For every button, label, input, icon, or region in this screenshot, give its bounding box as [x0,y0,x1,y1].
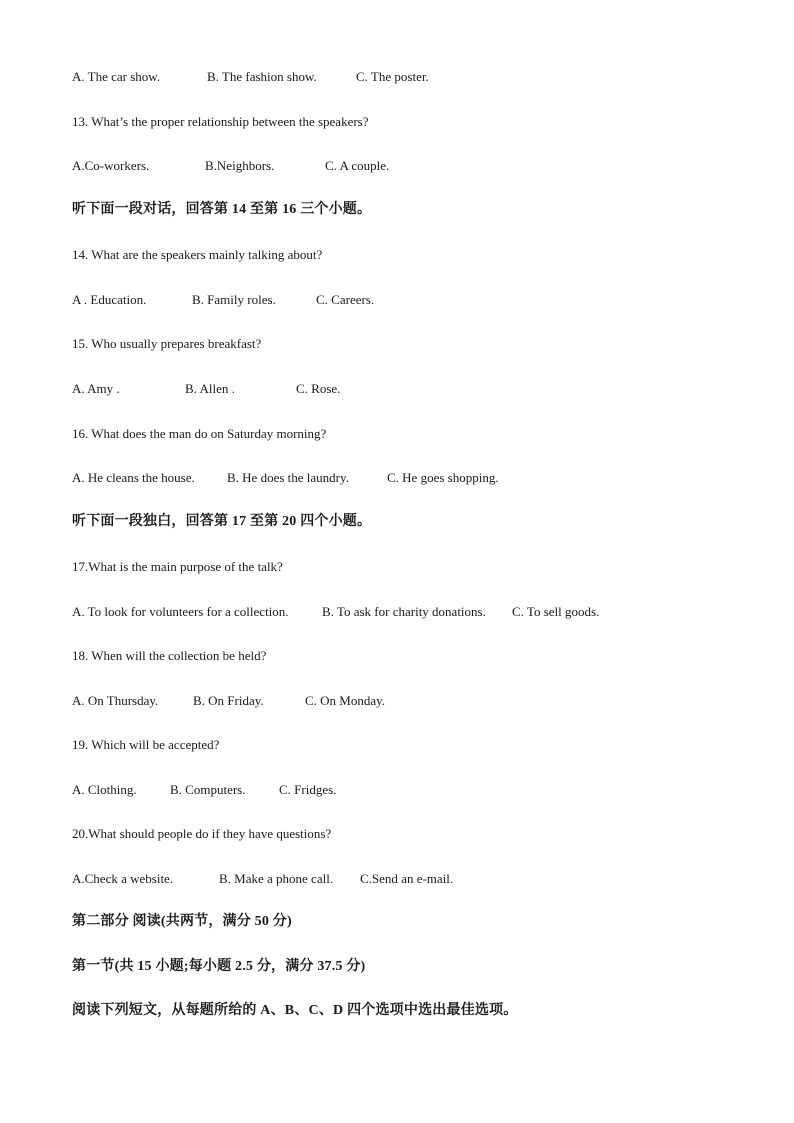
q19-option-a: A. Clothing. [72,782,137,797]
q14-option-c: C. Careers. [316,292,375,307]
q17-option-b: B. To ask for charity donations. [322,604,486,619]
q13-question: 13. What’s the proper relationship between the speakers? [72,114,369,129]
section-heading-17-20: 听下面一段独白，回答第 17 至第 20 四个小题。 [72,514,372,529]
q18-option-b: B. On Friday. [193,693,264,708]
q13-option-c: C. A couple. [325,158,390,173]
q14-option-a: A . Education. [72,292,147,307]
section-heading-14-16: 听下面一段对话，回答第 14 至第 16 三个小题。 [72,202,372,217]
q15-option-a: A. Amy . [72,381,120,396]
q17-option-a: A. To look for volunteers for a collection. [72,604,289,619]
q17-question: 17.What is the main purpose of the talk? [72,559,283,574]
q19-question: 19. Which will be accepted? [72,737,220,752]
q18-option-c: C. On Monday. [305,693,386,708]
q12-option-a: A. The car show. [72,69,161,84]
q18-question: 18. When will the collection be held? [72,648,267,663]
part2-instruction: 阅读下列短文，从每题所给的 A、B、C、D 四个选项中选出最佳选项。 [72,1003,518,1018]
q16-option-b: B. He does the laundry. [227,470,349,485]
q12-option-c: C. The poster. [356,69,429,84]
q19-option-b: B. Computers. [170,782,246,797]
q17-option-c: C. To sell goods. [512,604,600,619]
q14-option-b: B. Family roles. [192,292,276,307]
q20-option-b: B. Make a phone call. [219,871,334,886]
q13-option-a: A.Co-workers. [72,158,150,173]
q12-option-b: B. The fashion show. [207,69,317,84]
q16-option-a: A. He cleans the house. [72,470,195,485]
q20-question: 20.What should people do if they have questions? [72,826,332,841]
q13-option-b: B.Neighbors. [205,158,275,173]
part2-heading: 第二部分 阅读(共两节，满分 50 分) [72,914,292,929]
q19-option-c: C. Fridges. [279,782,337,797]
q20-option-a: A.Check a website. [72,871,174,886]
q15-question: 15. Who usually prepares breakfast? [72,336,262,351]
q16-option-c: C. He goes shopping. [387,470,499,485]
q15-option-c: C. Rose. [296,381,341,396]
part2-section1-heading: 第一节(共 15 小题;每小题 2.5 分，满分 37.5 分) [72,959,366,974]
q14-question: 14. What are the speakers mainly talking about? [72,247,323,262]
q18-option-a: A. On Thursday. [72,693,159,708]
q20-option-c: C.Send an e-mail. [360,871,454,886]
q16-question: 16. What does the man do on Saturday morning? [72,426,327,441]
q15-option-b: B. Allen . [185,381,235,396]
